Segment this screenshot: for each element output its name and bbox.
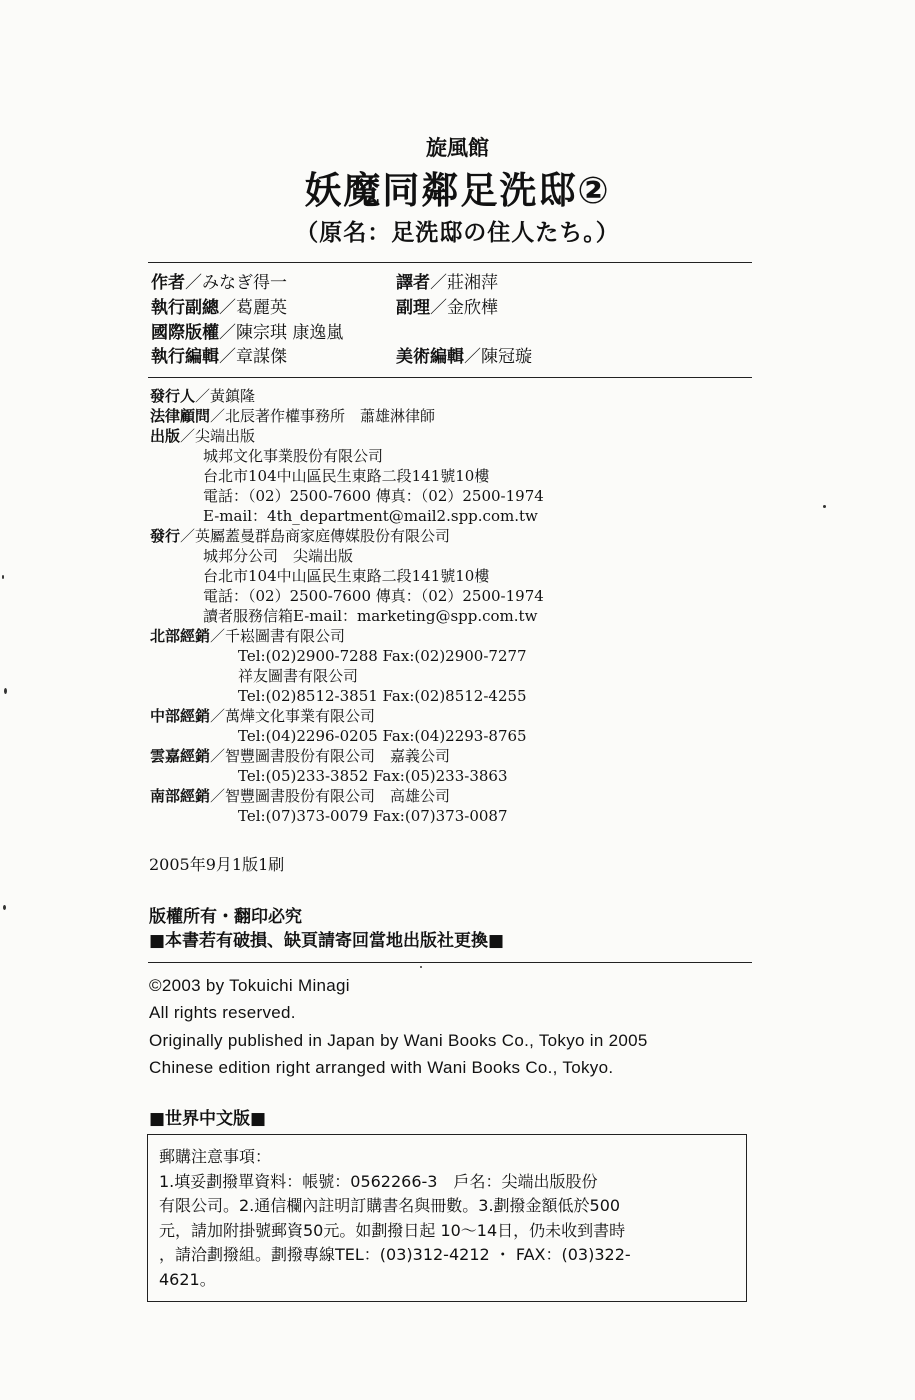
row-label: 出版 [150, 427, 181, 445]
notice-line: 4621。 [159, 1269, 216, 1289]
distributor-name-line: 祥友圖書有限公司 [238, 667, 359, 685]
credit-value: ／章謀傑 [219, 347, 287, 367]
row-value: ／北辰著作權事務所 蕭雄淋律師 [210, 407, 436, 425]
credit-assistant-manager [396, 297, 498, 319]
english-copyright-line: All rights reserved. [149, 1003, 296, 1022]
book-title: 妖魔同鄰足洗邸② [304, 169, 611, 212]
english-copyright-line: Originally published in Japan by Wani Books Co., Tokyo in 2005 [149, 1031, 648, 1050]
copyright-notice: 版權所有・翻印必究 [149, 907, 302, 927]
distribution-row [150, 526, 544, 546]
original-title: （原名：足洗邸の住人たち。） [295, 220, 620, 246]
row-value: ／英屬蓋曼群島商家庭傳媒股份有限公司 [180, 527, 451, 545]
phone-line: Tel:(07)373-0079 Fax:(07)373-0087 [238, 807, 508, 825]
row-label: 發行人 [150, 387, 196, 405]
yunjia-distributor-row [150, 746, 544, 766]
credit-label: 美術編輯 [396, 347, 464, 367]
email-line: 讀者服務信箱E-mail：marketing@spp.com.tw [203, 607, 538, 625]
credit-executive-editor [151, 346, 287, 368]
scan-speck [2, 575, 4, 579]
row-value: ／智豐圖書股份有限公司 嘉義公司 [210, 747, 451, 765]
row-value: ／智豐圖書股份有限公司 高雄公司 [210, 787, 451, 805]
damage-replacement-notice: ■本書若有破損、缺頁請寄回當地出版社更換■ [149, 931, 505, 951]
credit-author [151, 272, 287, 294]
address-line: 城邦分公司 尖端出版 [203, 547, 354, 565]
publisher-info [150, 386, 544, 826]
credit-value: ／陳冠璇 [464, 347, 532, 367]
scan-speck [420, 966, 422, 968]
credit-value: ／葛麗英 [219, 298, 287, 318]
notice-line: 元，請加附掛號郵資50元。如劃撥日起 10～14日，仍未收到書時 [159, 1220, 626, 1240]
phone-line: Tel:(04)2296-0205 Fax:(04)2293-8765 [238, 727, 527, 745]
central-distributor-row [150, 706, 544, 726]
phone-line: Tel:(02)8512-3851 Fax:(02)8512-4255 [238, 687, 527, 705]
credit-art-editor [396, 346, 532, 368]
row-label: 北部經銷 [150, 627, 211, 645]
publisher-person-row [150, 386, 544, 406]
scan-speck [3, 905, 6, 910]
credit-label: 作者 [151, 273, 185, 293]
row-value: ／黃鎮隆 [195, 387, 256, 405]
credit-value: ／みなぎ得一 [185, 273, 287, 293]
credit-label: 執行副總 [151, 298, 219, 318]
phone-line: 電話：（02）2500-7600 傳真：（02）2500-1974 [203, 487, 544, 505]
row-value: ／千崧圖書有限公司 [210, 627, 346, 645]
imprint-name: 旋風館 [426, 136, 489, 160]
credit-label: 譯者 [396, 273, 430, 293]
mail-order-notice-box [147, 1134, 747, 1302]
scan-speck [823, 505, 826, 508]
row-label: 雲嘉經銷 [150, 747, 211, 765]
credit-translator [396, 272, 498, 294]
phone-line: Tel:(02)2900-7288 Fax:(02)2900-7277 [238, 647, 527, 665]
credit-label: 國際版權 [151, 323, 219, 343]
email-line: E-mail：4th_department@mail2.spp.com.tw [203, 507, 538, 525]
english-copyright-line: ©2003 by Tokuichi Minagi [149, 976, 350, 995]
publishing-row [150, 426, 544, 446]
address-line: 台北市104中山區民生東路二段141號10樓 [203, 467, 490, 485]
credit-value: ／陳宗琪 康逸嵐 [219, 323, 344, 343]
legal-counsel-row [150, 406, 544, 426]
north-distributor-row [150, 626, 544, 646]
printing-edition: 2005年9月1版1刷 [149, 855, 285, 874]
row-label: 南部經銷 [150, 787, 211, 805]
row-label: 中部經銷 [150, 707, 211, 725]
divider [148, 962, 752, 963]
notice-heading: 郵購注意事項： [159, 1147, 272, 1166]
divider [148, 377, 752, 378]
row-label: 發行 [150, 527, 181, 545]
notice-line: 有限公司。2.通信欄內註明訂購書名與冊數。3.劃撥金額低於500 [159, 1196, 621, 1215]
notice-line: 1.填妥劃撥單資料：帳號：0562266-3 戶名：尖端出版股份 [159, 1171, 598, 1191]
notice-line: ，請洽劃撥組。劃撥專線TEL：(03)312-4212 ・ FAX：(03)322- [159, 1245, 631, 1264]
address-line: 台北市104中山區民生東路二段141號10樓 [203, 567, 490, 585]
credit-label: 副理 [396, 298, 430, 318]
row-value: ／萬燁文化事業有限公司 [210, 707, 376, 725]
credit-value: ／莊湘萍 [430, 273, 498, 293]
phone-line: 電話：（02）2500-7600 傳真：（02）2500-1974 [203, 587, 544, 605]
scan-speck [4, 688, 7, 694]
divider [148, 262, 752, 263]
address-line: 城邦文化事業股份有限公司 [203, 447, 384, 465]
english-copyright-line: Chinese edition right arranged with Wani Books Co., Tokyo. [149, 1058, 614, 1077]
south-distributor-row [150, 786, 544, 806]
row-label: 法律顧問 [150, 407, 211, 425]
row-value: ／尖端出版 [180, 427, 256, 445]
credit-label: 執行編輯 [151, 347, 219, 367]
credit-value: ／金欣樺 [430, 298, 498, 318]
credit-executive-vp [151, 297, 287, 319]
phone-line: Tel:(05)233-3852 Fax:(05)233-3863 [238, 767, 508, 785]
credit-international-rights [151, 322, 343, 344]
world-edition-label: ■世界中文版■ [149, 1109, 267, 1129]
